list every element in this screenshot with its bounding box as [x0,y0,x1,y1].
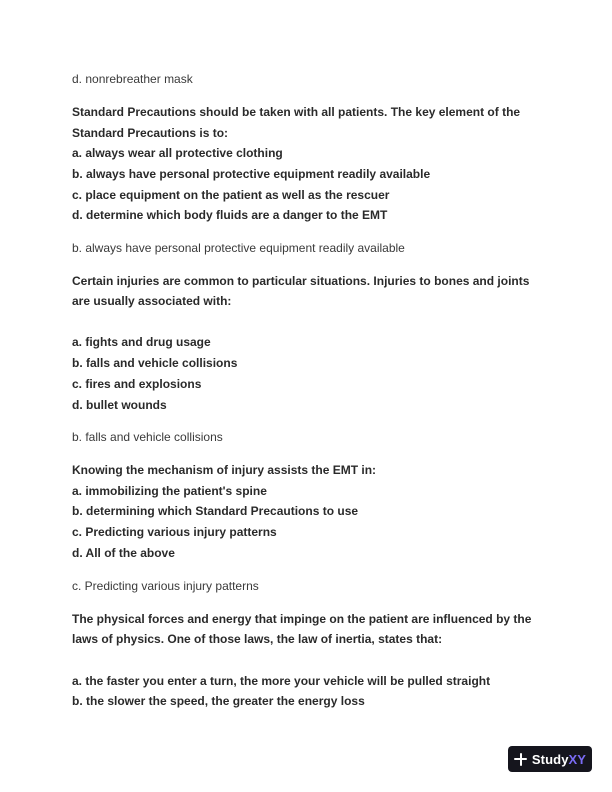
question-text: Standard Precautions is to: [72,126,229,140]
option-b: b. determining which Standard Precautions to use [72,504,359,518]
option-a: a. always wear all protective clothing [72,146,283,160]
question-text: are usually associated with: [72,294,232,308]
question-text: laws of physics. One of those laws, the law of inertia, states that: [72,632,443,646]
option-b: b. falls and vehicle collisions [72,356,238,370]
option-a: a. fights and drug usage [72,335,211,349]
option-c: c. Predicting various injury patterns [72,525,277,539]
question-text: The physical forces and energy that impinge on the patient are influenced by the [72,612,532,626]
option-c: c. fires and explosions [72,377,202,391]
answer-text: c. Predicting various injury patterns [72,579,259,593]
option-c: c. place equipment on the patient as well as the rescuer [72,188,390,202]
question-text: Knowing the mechanism of injury assists the EMT in: [72,463,377,477]
option-a: a. immobilizing the patient's spine [72,484,267,498]
studyxy-badge[interactable] [508,746,592,772]
answer-text: b. always have personal protective equipment readily available [72,241,405,255]
brand-logo-text: StudyXY [531,751,587,767]
answer-text: b. falls and vehicle collisions [72,430,223,444]
answer-text: d. nonrebreather mask [72,72,193,86]
option-b: b. always have personal protective equipment readily available [72,167,431,181]
option-b: b. the slower the speed, the greater the energy loss [72,694,365,708]
option-d: d. bullet wounds [72,398,167,412]
option-a: a. the faster you enter a turn, the more your vehicle will be pulled straight [72,674,491,688]
question-text: Certain injuries are common to particular situations. Injuries to bones and joints [72,274,530,288]
option-d: d. determine which body fluids are a danger to the EMT [72,208,388,222]
plus-icon [514,753,527,766]
option-d: d. All of the above [72,546,175,560]
question-text: Standard Precautions should be taken with all patients. The key element of the [72,105,521,119]
